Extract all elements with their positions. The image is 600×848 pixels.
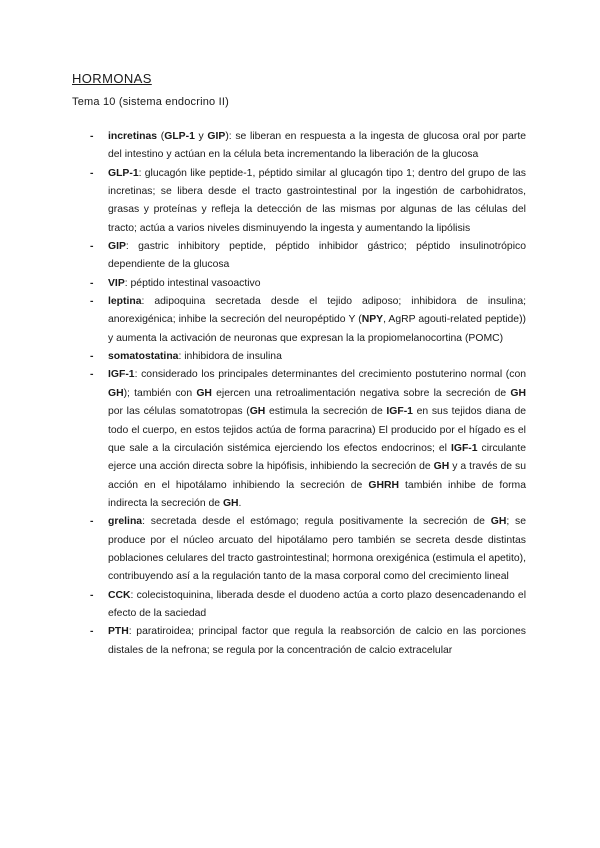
item-text: y xyxy=(194,131,208,142)
term-leptina: leptina xyxy=(108,296,142,308)
item-text: estimula la secreción de xyxy=(265,406,387,418)
term-gh: GH xyxy=(222,497,239,509)
term-gh: GH xyxy=(490,516,507,528)
term-gip: GIP xyxy=(207,131,226,142)
term-cck: CCK xyxy=(108,589,131,601)
list-item-leptina xyxy=(90,293,526,348)
term-pth: PTH xyxy=(108,626,129,638)
term-gh: GH xyxy=(249,406,266,418)
bullet-dash: - xyxy=(90,296,94,308)
term-igf1: IGF-1 xyxy=(450,442,478,454)
term-npy: NPY xyxy=(361,314,384,326)
term-ghrh: GHRH xyxy=(368,479,399,491)
term-igf1: IGF-1 xyxy=(386,406,413,418)
list-item-glp1 xyxy=(90,165,526,238)
item-text: ): se liberan en respuesta a la ingesta de glucosa oral por parte del intestino y actúan en la célula beta incrementando la liberación de la glucosa xyxy=(108,131,526,161)
bullet-dash: - xyxy=(90,351,94,363)
item-text: : inhibidora de insulina xyxy=(178,351,282,363)
bullet-dash: - xyxy=(90,277,94,289)
bullet-dash: - xyxy=(90,369,94,381)
term-glp1: GLP-1 xyxy=(164,131,195,142)
item-text: : gastric inhibitory peptide, péptido inhibidor gástrico; péptido insulinotrópico dependiente de la glucosa xyxy=(108,241,526,271)
list-item-grelina xyxy=(90,513,526,586)
item-text: , AgRP agouti-related peptide)) y aumenta la activación de neuronas que expresan la la propiomelanocortina (POMC) xyxy=(108,314,526,344)
item-text: también inhibe de forma indirecta la secreción de xyxy=(108,479,526,509)
item-text: ejercen una retroalimentación negativa sobre la secreción de xyxy=(211,387,511,399)
term-incretinas: incretinas xyxy=(108,131,158,142)
list-item-cck xyxy=(90,587,526,624)
list-item-gip xyxy=(90,238,526,275)
item-text: circulante ejerce una acción directa sobre la hipófisis, inhibiendo la secreción de xyxy=(108,442,526,473)
hormone-list xyxy=(0,128,600,660)
term-grelina: grelina xyxy=(108,516,143,528)
list-item-somatostatina xyxy=(90,348,526,366)
item-text: : adipoquina secretada desde el tejido adiposo; inhibidora de insulina; anorexigénica; inhibe la secreción del neuropéptido Y ( xyxy=(108,296,526,326)
item-text: ( xyxy=(157,131,165,142)
term-gh: GH xyxy=(196,387,212,399)
term-glp1: GLP-1 xyxy=(108,167,139,179)
item-text: en sus tejidos diana de todo el cuerpo, en estos tejidos actúa de forma paracrina) El producido por el hígado es el que sale a la circulación sistémica ejerciendo los efectos endocrinos; el xyxy=(108,406,527,454)
item-text: : paratiroidea; principal factor que regula la reabsorción de calcio en las porciones distales de la nefrona; se regula por la concentración de calcio extracelular xyxy=(108,626,526,656)
bullet-dash: - xyxy=(90,589,94,601)
bullet-dash: - xyxy=(90,626,94,638)
item-text: por las células somatotropas ( xyxy=(108,406,250,418)
term-gh: GH xyxy=(433,461,450,473)
term-igf1: IGF-1 xyxy=(108,369,135,381)
item-text: : secretada desde el estómago; regula positivamente la secreción de xyxy=(142,516,491,528)
item-text: : considerado los principales determinantes del crecimiento postuterino normal (con xyxy=(134,369,526,381)
item-text: y a través de su acción en el hipotálamo inhibiendo la secreción de xyxy=(108,461,526,491)
bullet-dash: - xyxy=(90,167,94,179)
list-item-pth xyxy=(90,623,526,660)
item-text: ); también con xyxy=(123,387,197,399)
bullet-dash: - xyxy=(90,131,94,142)
list-item-vip xyxy=(90,275,526,293)
bullet-dash: - xyxy=(90,241,94,253)
item-text: : glucagón like peptide-1, péptido similar al glucagón tipo 1; dentro del grupo de las incretinas; se libera desde el tracto gastrointestinal por la ingestión de carbohidratos, grasas y proteínas y refleja la detección de las mismas por algunas de las células del tracto; actúa a varios niveles disminuyendo la ingesta y aumentando la lipólisis xyxy=(108,167,526,234)
document-subtitle: Tema 10 (sistema endocrino II) xyxy=(72,96,230,108)
list-item-igf1 xyxy=(90,366,527,513)
item-text: : péptido intestinal vasoactivo xyxy=(124,277,261,289)
document-title: HORMONAS xyxy=(72,71,152,86)
term-gip: GIP xyxy=(108,241,126,253)
list-item-incretinas xyxy=(90,128,526,165)
bullet-dash: - xyxy=(90,516,94,528)
term-somatostatina: somatostatina xyxy=(108,351,179,363)
term-vip: VIP xyxy=(108,277,125,289)
term-gh: GH xyxy=(510,387,526,399)
item-text: . xyxy=(238,497,242,509)
term-gh: GH xyxy=(108,387,124,399)
item-text: : colecistoquinina, liberada desde el duodeno actúa a corto plazo desencadenando el efecto de la saciedad xyxy=(108,589,526,619)
item-text: ; se produce por el núcleo arcuato del hipotálamo pero también se secreta desde distintas poblaciones celulares del tracto gastrointestinal; hormona orexigénica (estimula el apetito), contribuyendo así a la regulación tanto de la masa corporal como del crecimiento lineal xyxy=(108,516,526,583)
